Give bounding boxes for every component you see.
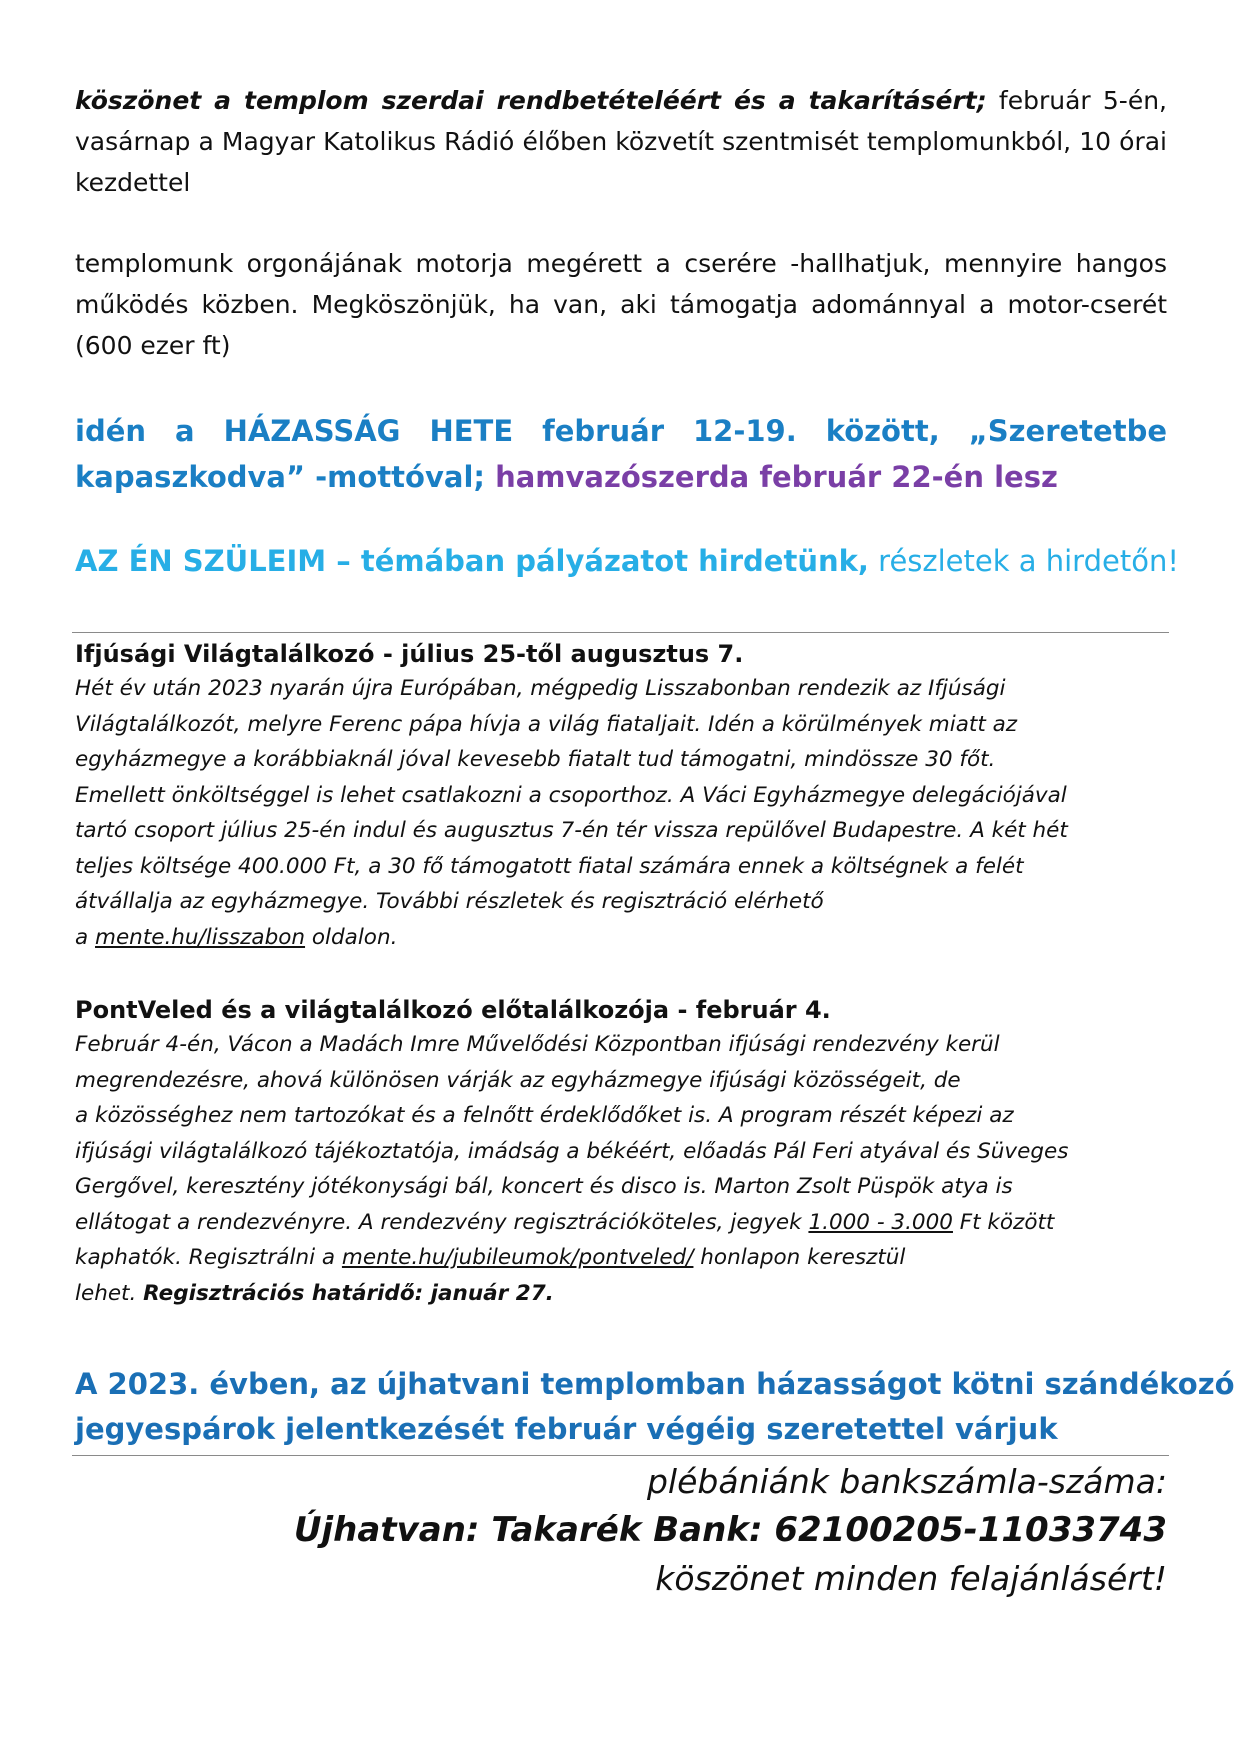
divider-top (72, 632, 1169, 633)
pontveled-body (75, 1027, 1167, 1311)
pontveled-section (75, 993, 1167, 1311)
pontveled-line: Gergővel, keresztény jótékonysági bál, koncert és disco is. Marton Zsolt Püspök atya is (75, 1174, 1013, 1199)
contest-rest-text: részletek a hirdetőn! (868, 544, 1179, 578)
wyd-line: Emellett önköltséggel is lehet csatlakozni a csoporthoz. A Váci Egyházmegye delegációjával (75, 782, 1067, 808)
lisszabon-link[interactable]: mente.hu/lisszabon (95, 924, 306, 950)
price-post: Ft között (952, 1209, 1055, 1235)
wyd-body (75, 671, 1167, 955)
wedding-line: jegyespárok jelentkezését február végéig szeretettel várjuk (75, 1412, 1058, 1446)
pontveled-line: Február 4-én, Vácon a Madách Imre Művelődési Központban ifjúsági rendezvény kerül (75, 1032, 1000, 1057)
wyd-line-last (75, 920, 1167, 956)
wyd-last-pre: a (75, 924, 96, 950)
wyd-last-post: oldalon. (305, 924, 398, 950)
contest-announcement (75, 538, 1179, 584)
ticket-price: 1.000 - 3.000 (808, 1209, 953, 1235)
pontveled-line-price (75, 1205, 1167, 1241)
pontveled-line: a közösséghez nem tartozókat és a felnőtt érdeklődőket is. A program részét képezi az (75, 1103, 1014, 1128)
wyd-title: Ifjúsági Világtalálkozó - július 25-től augusztus 7. (75, 640, 744, 668)
wyd-line: tartó csoport július 25-én indul és augusztus 7-én tér vissza repülővel Budapestre. A két hét (75, 818, 1068, 843)
deadline-pre: lehet. (75, 1280, 144, 1306)
wyd-line: Világtalálkozót, melyre Ferenc pápa hívja a világ fiataljait. Idén a körülmények miatt az (75, 711, 1018, 737)
pontveled-line-deadline (75, 1276, 1167, 1312)
bank-account-label: plébániánk bankszámla-száma: (646, 1462, 1167, 1501)
intro-paragraph-thanks (75, 80, 1167, 203)
donation-thanks: köszönet minden felajánlásért! (655, 1559, 1167, 1598)
wyd-line: egyházmegye a korábbiaknál jóval kevesebb fiatalt tud támogatni, mindössze 30 főt. (75, 747, 996, 772)
pontveled-line: ifjúsági világtalálkozó tájékoztatója, imádság a békéért, előadás Pál Feri atyával és Süveges (75, 1138, 1069, 1164)
wyd-section (75, 637, 1167, 955)
wedding-line: A 2023. évben, az újhatvani templomban házasságot kötni szándékozó (75, 1367, 1235, 1401)
ash-wednesday-text: hamvazószerda február 22-én lesz (484, 460, 1058, 494)
pontveled-title: PontVeled és a világtalálkozó előtalálkozója - február 4. (75, 996, 831, 1024)
bank-account-number: Újhatvan: Takarék Bank: 62100205-11033743 (293, 1510, 1167, 1550)
marriage-week-announcement (75, 408, 1167, 500)
price-pre: ellátogat a rendezvényre. A rendezvény regisztrációköteles, jegyek (75, 1209, 809, 1235)
organ-motor-paragraph: templomunk orgonájának motorja megérett a cserére -hallhatjuk, mennyire hangos működés közben. Megköszönjük, ha van, aki támogatja adománnyal a motor-cserét (600 ezer ft) (75, 249, 1167, 360)
pontveled-line-link (75, 1240, 1167, 1276)
contest-bold-text: AZ ÉN SZÜLEIM – témában pályázatot hirdetünk, (75, 544, 869, 578)
wedding-announcement (75, 1362, 1235, 1452)
link-post: honlapon keresztül (693, 1245, 906, 1270)
pontveled-line: megrendezésre, ahová különösen várják az egyházmegye ifjúsági közösségeit, de (75, 1067, 961, 1093)
pontveled-link[interactable]: mente.hu/jubileumok/pontveled/ (341, 1245, 694, 1270)
marriage-week-text: idén a HÁZASSÁG HETE február 12-19. között, „Szeretetbe kapaszkodva” -mottóval; (75, 414, 1167, 494)
wyd-line: Hét év után 2023 nyarán újra Európában, mégpedig Lisszabonban rendezik az Ifjúsági (75, 676, 1006, 701)
link-pre: kaphatók. Regisztrálni a (75, 1245, 342, 1270)
registration-deadline: Regisztrációs határidő: január 27. (143, 1280, 554, 1306)
divider-bottom (72, 1455, 1169, 1456)
thanks-bold-text: köszönet a templom szerdai rendbetételéért és a takarításért; (75, 86, 987, 115)
wyd-line: teljes költsége 400.000 Ft, a 30 fő támogatott fiatal számára ennek a költségnek a felét (75, 853, 1024, 879)
wyd-line: átvállalja az egyházmegye. További részletek és regisztráció elérhető (75, 889, 824, 914)
bulletin-page (75, 80, 1179, 584)
radio-mass-text: február 5-én, vasárnap a Magyar Katolikus Rádió élőben közvetít szentmisét templomunkból, 10 órai kezdettel (75, 86, 1167, 197)
